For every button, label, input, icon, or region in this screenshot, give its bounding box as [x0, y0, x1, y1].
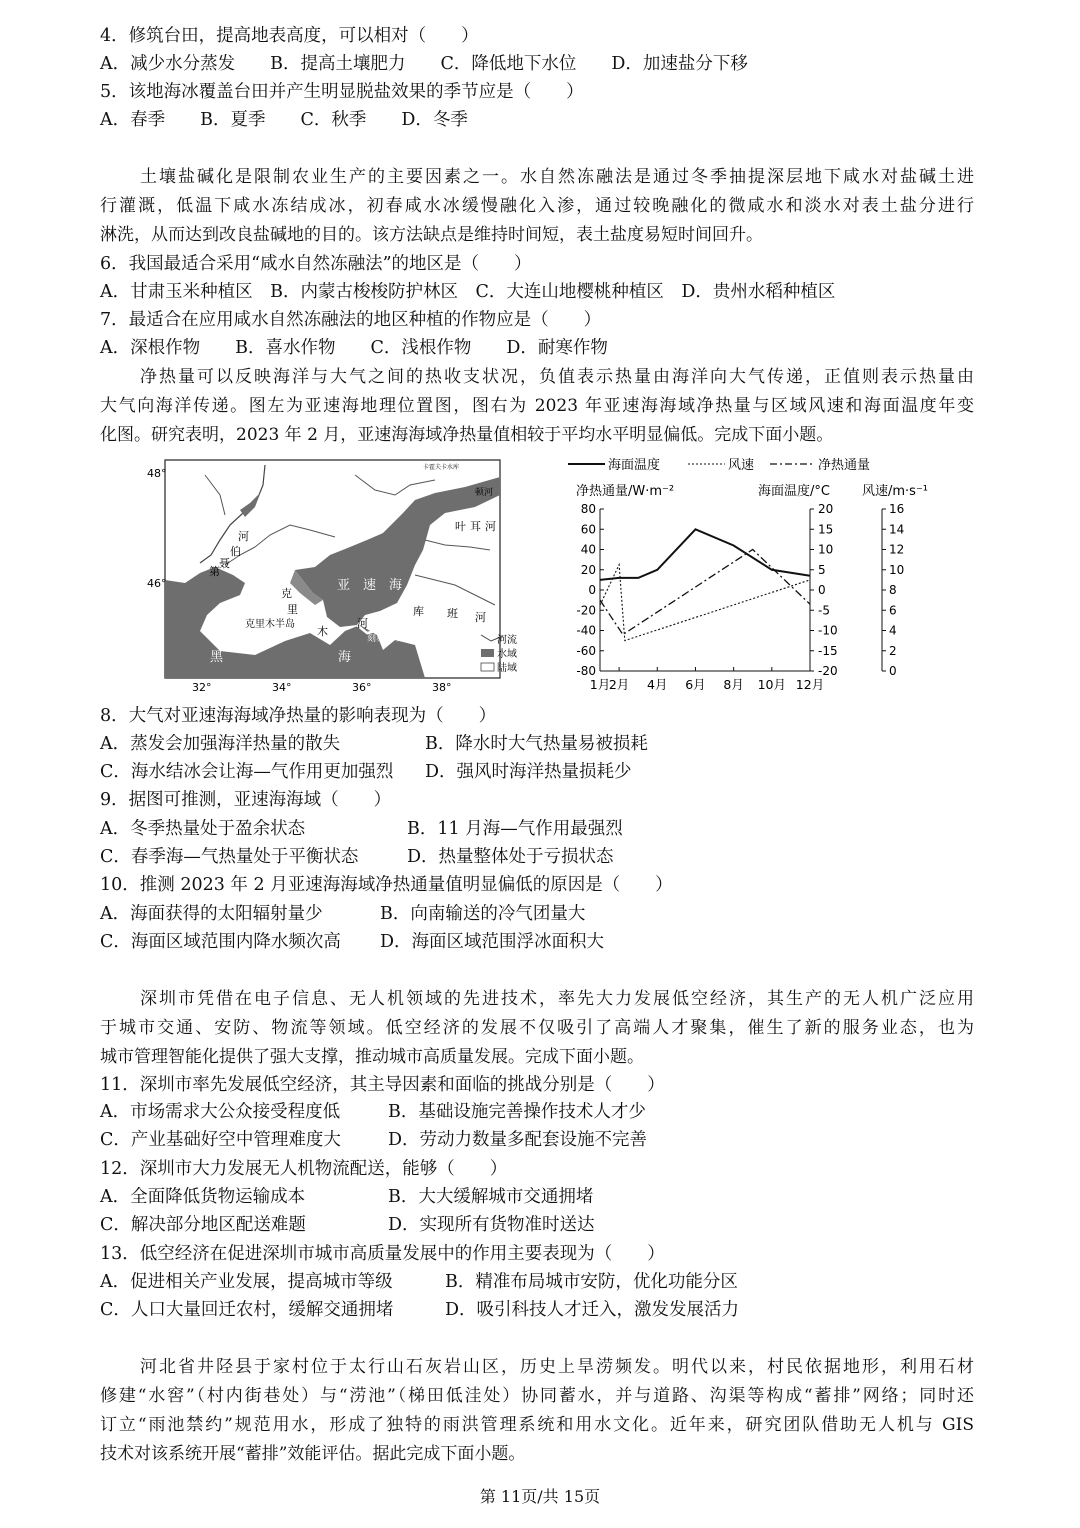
- q13-stem: 13．低空经济在促进深圳市城市高质量发展中的作用主要表现为（ ）: [100, 1244, 665, 1264]
- azov-sea-map: [145, 455, 520, 700]
- passage-line: 淋洗，从而达到改良盐碱地的目的。该方法缺点是维持时间短，表土盐度易短时间回升。: [100, 225, 763, 245]
- place-label: 顿河: [475, 488, 494, 498]
- place-label: 第: [209, 565, 220, 578]
- left-tick-label: 0: [588, 583, 596, 597]
- q11-option-d: D．劳动力数量多配套设施不完善: [388, 1130, 648, 1150]
- mid-tick-label: 0: [818, 583, 826, 597]
- legend-land-symbol: [481, 663, 494, 671]
- q8-stem: 8．大气对亚速海海域净热量的影响表现为（ ）: [100, 706, 497, 726]
- place-label: 速: [363, 578, 377, 593]
- q5-stem: 5．该地海冰覆盖台田并产生明显脱盐效果的季节应是（ ）: [100, 82, 584, 102]
- place-label: 刻赤海峡: [367, 634, 404, 644]
- left-tick-label: 80: [580, 502, 596, 516]
- left-tick-label: -80: [576, 664, 596, 678]
- passage-line: 行灌溉，低温下咸水冻结成冰，初春咸水冰缓慢融化入渗，通过较晚融化的微咸水和淡水对表土盐分进行: [100, 196, 974, 216]
- x-tick-label: 1月: [589, 677, 611, 692]
- q13-option-d: D．吸引科技人才迁入，激发发展活力: [445, 1300, 740, 1320]
- x-tick-label: 6月: [685, 677, 706, 692]
- net-heat-flux-chart: [560, 450, 940, 700]
- mid-tick-label: -15: [818, 643, 838, 658]
- q12-option-b: B．大大缓解城市交通拥堵: [388, 1187, 594, 1207]
- right-tick-label: 14: [889, 522, 905, 537]
- x-tick-label: 4月: [647, 677, 668, 692]
- place-label: 海: [338, 650, 352, 665]
- passage-line: 大气向海洋传递。图左为亚速海地理位置图，图右为 2023 年亚速海海域净热量与区域风速和海面温度年变: [100, 396, 974, 416]
- place-label: 河: [238, 530, 249, 543]
- place-label: 耳: [470, 520, 481, 533]
- passage-line: 净热量可以反映海洋与大气之间的热收支状况，负值表示热量由海洋向大气传递，正值则表示热量由: [140, 367, 974, 387]
- passage-line: 化图。研究表明，2023 年 2 月，亚速海海域净热量值相较于平均水平明显偏低。完成下面小题。: [100, 425, 834, 445]
- passage-line: 城市管理智能化提供了强大支撑，推动城市高质量发展。完成下面小题。: [100, 1047, 644, 1067]
- passage-line: 土壤盐碱化是限制农业生产的主要因素之一。水自然冻融法是通过冬季抽提深层地下咸水对盐碱土进: [140, 167, 974, 187]
- left-tick-label: -40: [576, 623, 596, 638]
- lon-label: 36°: [352, 681, 372, 694]
- place-label: 聂: [219, 557, 230, 570]
- right-tick-label: 16: [889, 502, 905, 516]
- legend-wind: 风速: [728, 458, 755, 473]
- place-label: 克: [281, 587, 292, 600]
- x-tick-label: 10月: [757, 677, 787, 692]
- q9-option-d: D．热量整体处于亏损状态: [407, 847, 614, 867]
- lon-label: 32°: [192, 681, 212, 694]
- q6-options: A．甘肃玉米种植区 B．内蒙古梭梭防护林区 C．大连山地樱桃种植区 D．贵州水稻种植区: [100, 282, 836, 302]
- x-tick-label: 8月: [723, 677, 744, 692]
- lon-label: 34°: [272, 681, 292, 694]
- left-axis-title: 净热通量/W·m⁻²: [576, 484, 675, 499]
- passage-line: 修建“水窖”（村内街巷处）与“涝池”（梯田低洼处）协同蓄水，并与道路、沟渠等构成“蓄排”网络；同时还: [100, 1386, 974, 1406]
- left-tick-label: 60: [580, 522, 596, 537]
- q6-stem: 6．我国最适合采用“咸水自然冻融法”的地区是（ ）: [100, 254, 532, 274]
- lat-label: 48°: [147, 467, 167, 480]
- q10-stem: 10．推测 2023 年 2 月亚速海海域净热通量值明显偏低的原因是（ ）: [100, 875, 673, 895]
- q9-option-a: A．冬季热量处于盈余状态: [100, 819, 306, 839]
- q12-option-d: D．实现所有货物准时送达: [388, 1215, 595, 1235]
- place-label: 卡霍夫卡水库: [423, 464, 460, 471]
- lat-label: 46°: [147, 577, 167, 590]
- place-label: 河: [357, 617, 368, 630]
- right-axis-title: 风速/m·s⁻¹: [862, 484, 929, 499]
- right-tick-label: 6: [889, 603, 897, 618]
- passage-line: 订立“雨池禁约”规范用水，形成了独特的雨洪管理系统和用水文化。近年来，研究团队借助无人机与 GIS: [100, 1415, 974, 1435]
- mid-axis-title: 海面温度/°C: [758, 484, 830, 499]
- place-label: 班: [447, 607, 458, 620]
- legend-temp: 海面温度: [608, 458, 661, 473]
- legend-water: 水域: [497, 649, 517, 660]
- q8-option-d: D．强风时海洋热量损耗少: [425, 762, 632, 782]
- right-tick-label: 2: [889, 643, 897, 658]
- q7-stem: 7．最适合在应用咸水自然冻融法的地区种植的作物应是（ ）: [100, 310, 602, 330]
- mid-tick-label: 20: [818, 502, 834, 516]
- q11-option-b: B．基础设施完善操作技术人才少: [388, 1102, 646, 1122]
- q7-options: A．深根作物 B．喜水作物 C．浅根作物 D．耐寒作物: [100, 338, 608, 358]
- place-label: 木: [317, 625, 328, 638]
- place-label: 河: [485, 520, 496, 533]
- right-tick-label: 12: [889, 542, 905, 557]
- q13-option-b: B．精准布局城市安防，优化功能分区: [445, 1272, 738, 1292]
- place-label: 海: [389, 578, 403, 593]
- q10-option-c: C．海面区域范围内降水频次高: [100, 932, 341, 952]
- passage-line: 河北省井陉县于家村位于太行山石灰岩山区，历史上旱涝频发。明代以来，村民依据地形，利用石材: [140, 1357, 974, 1377]
- place-label: 黑: [210, 650, 224, 665]
- q10-option-d: D．海面区域范围浮冰面积大: [380, 932, 605, 952]
- q9-option-b: B．11 月海—气作用最强烈: [407, 819, 623, 839]
- passage-line: 于城市交通、安防、物流等领域。低空经济的发展不仅吸引了高端人才聚集，催生了新的服务业态，也为: [100, 1018, 974, 1038]
- mid-tick-label: -10: [818, 623, 838, 638]
- passage-line: 深圳市凭借在电子信息、无人机领域的先进技术，率先大力发展低空经济，其生产的无人机广泛应用: [140, 989, 974, 1009]
- q13-option-a: A．促进相关产业发展，提高城市等级: [100, 1272, 393, 1292]
- place-label: 伯: [230, 545, 241, 558]
- mid-tick-label: 15: [818, 522, 834, 537]
- right-tick-label: 0: [889, 664, 897, 678]
- place-label: 亚: [337, 578, 351, 593]
- q11-option-c: C．产业基础好空中管理难度大: [100, 1130, 341, 1150]
- legend-river: 河流: [497, 635, 517, 646]
- q8-option-a: A．蒸发会加强海洋热量的散失: [100, 734, 341, 754]
- passage-line: 技术对该系统开展“蓄排”效能评估。据此完成下面小题。: [100, 1444, 526, 1464]
- mid-tick-label: -5: [818, 603, 830, 618]
- legend-water-symbol: [481, 649, 494, 657]
- q5-options: A．春季 B．夏季 C．秋季 D．冬季: [100, 110, 468, 130]
- left-tick-label: 20: [580, 562, 596, 577]
- q12-option-a: A．全面降低货物运输成本: [100, 1187, 306, 1207]
- q13-option-c: C．人口大量回迁农村，缓解交通拥堵: [100, 1300, 394, 1320]
- left-tick-label: 40: [580, 542, 596, 557]
- legend-land: 陆域: [497, 663, 517, 674]
- left-tick-label: -20: [576, 603, 596, 618]
- q4-options: A．减少水分蒸发 B．提高土壤肥力 C．降低地下水位 D．加速盐分下移: [100, 54, 748, 74]
- q10-option-b: B．向南输送的冷气团量大: [380, 904, 586, 924]
- q8-option-c: C．海水结冰会让海—气作用更加强烈: [100, 762, 394, 782]
- legend-flux: 净热通量: [818, 458, 871, 473]
- q12-stem: 12．深圳市大力发展无人机物流配送，能够（ ）: [100, 1159, 508, 1179]
- place-label: 河: [475, 611, 486, 624]
- x-tick-label: 12月: [795, 677, 825, 692]
- right-tick-label: 4: [889, 623, 897, 638]
- page-footer: 第 11页/共 15页: [479, 1487, 601, 1506]
- series-line-temp: [600, 529, 810, 580]
- q4-stem: 4．修筑台田，提高地表高度，可以相对（ ）: [100, 26, 479, 46]
- q8-option-b: B．降水时大气热量易被损耗: [425, 734, 648, 754]
- q12-option-c: C．解决部分地区配送难题: [100, 1215, 306, 1235]
- q9-stem: 9．据图可推测，亚速海海域（ ）: [100, 790, 392, 810]
- q10-option-a: A．海面获得的太阳辐射量少: [100, 904, 323, 924]
- lon-label: 38°: [432, 681, 452, 694]
- mid-tick-label: -20: [818, 664, 838, 678]
- right-tick-label: 8: [889, 583, 897, 597]
- place-label: 里: [287, 603, 298, 616]
- x-tick-label: 2月: [608, 677, 630, 692]
- series-line-flux: [600, 550, 810, 635]
- left-tick-label: -60: [576, 643, 596, 658]
- q11-option-a: A．市场需求大公众接受程度低: [100, 1102, 341, 1122]
- right-tick-label: 10: [889, 562, 905, 577]
- place-label: 叶: [455, 520, 466, 533]
- place-label: 克里木半岛: [245, 619, 295, 630]
- q11-stem: 11．深圳市率先发展低空经济，其主导因素和面临的挑战分别是（ ）: [100, 1075, 665, 1095]
- mid-tick-label: 10: [818, 542, 834, 557]
- q9-option-c: C．春季海—气热量处于平衡状态: [100, 847, 359, 867]
- place-label: 库: [413, 605, 424, 618]
- mid-tick-label: 5: [818, 562, 826, 577]
